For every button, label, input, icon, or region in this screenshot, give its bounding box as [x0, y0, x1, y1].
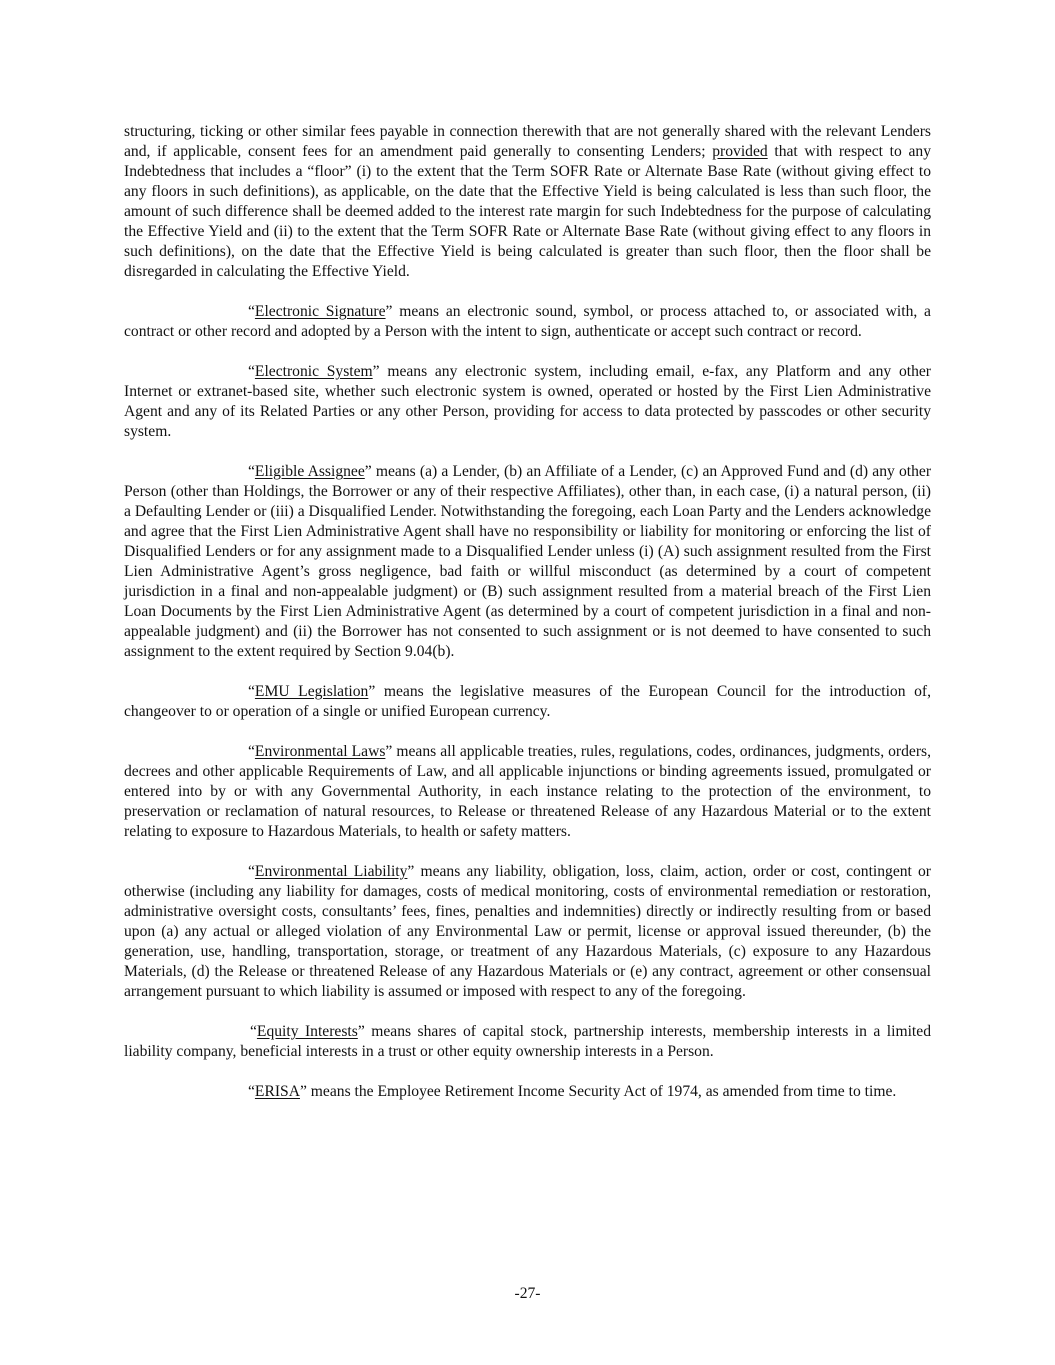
definition-environmental-liability	[124, 862, 931, 1002]
open-quote: “	[248, 463, 255, 480]
definition-text: ” means shares of capital stock, partnership interests, membership interests in a limited liability company, beneficial interests in a trust or other equity ownership interests in a Person.	[124, 1023, 931, 1060]
definition-text: ” means any electronic system, including email, e-fax, any Platform and any other Internet or extranet-based site, whether such electronic system is owned, operated or hosted by the First Lien Administrative Agent and any of its Related Parties or any other Person, providing for access to data protected by passcodes or other security system.	[124, 363, 931, 440]
page-number: -27-	[514, 1285, 541, 1302]
open-quote: “	[248, 303, 255, 320]
continuation-text-1: structuring, ticking or other similar fees payable in connection therewith that are not generally shared with the relevant Lenders and, if applicable, consent fees for an amendment paid generally to consenting Lenders;	[124, 123, 931, 160]
document-page	[124, 122, 931, 1122]
defined-term: Environmental Liability	[254, 863, 408, 880]
definition-text: ” means the legislative measures of the European Council for the introduction of, changeover to or operation of a single or unified European currency.	[124, 683, 931, 720]
open-quote: “	[250, 1023, 257, 1040]
definition-electronic-system	[124, 362, 931, 442]
defined-term: Equity Interests	[256, 1023, 358, 1040]
open-quote: “	[248, 1083, 255, 1100]
defined-term: Eligible Assignee	[254, 463, 365, 480]
definition-text: ” means an electronic sound, symbol, or process attached to, or associated with, a contract or other record and adopted by a Person with the intent to sign, authenticate or accept such contract or record.	[124, 303, 931, 340]
open-quote: “	[248, 863, 255, 880]
defined-term: Electronic Signature	[254, 303, 386, 320]
definition-environmental-laws	[124, 742, 931, 842]
definition-text: ” means all applicable treaties, rules, regulations, codes, ordinances, judgments, orders, decrees and other applicable Requirements of Law, and all applicable injunctions or binding agreements issued, promulgated or entered into by or with any Governmental Authority, in each instance relating to the protection of the environment, to preservation or reclamation of natural resources, to Release or threatened Release of any Hazardous Material or to the extent relating to exposure to Hazardous Materials, to health or safety matters.	[124, 743, 931, 840]
definition-eligible-assignee	[124, 462, 931, 662]
defined-term: EMU Legislation	[254, 683, 369, 700]
provided-term: provided	[712, 143, 768, 160]
defined-term: Electronic System	[254, 363, 373, 380]
definition-equity-interests	[124, 1022, 931, 1062]
defined-term: ERISA	[254, 1083, 300, 1100]
defined-term: Environmental Laws	[254, 743, 386, 760]
definition-emu-legislation	[124, 682, 931, 722]
definition-text: ” means any liability, obligation, loss, claim, action, order or cost, contingent or otherwise (including any liability for damages, costs of medical monitoring, costs of environmental remediation or restoration, administrative oversight costs, consultants’ fees, fines, penalties and indemnities) directly or indirectly resulting from or based upon (a) any actual or alleged violation of any Environmental Law or permit, license or approval issued thereunder, (b) the generation, use, handling, transportation, storage, or treatment of any Hazardous Materials, (c) exposure to any Hazardous Materials, (d) the Release or threatened Release of any Hazardous Materials or (e) any contract, agreement or other consensual arrangement pursuant to which liability is assumed or imposed with respect to any of the foregoing.	[124, 863, 931, 1000]
continuation-text-2: that with respect to any Indebtedness that includes a “floor” (i) to the extent that the Term SOFR Rate or Alternate Base Rate (without giving effect to any floors in such definitions), as applicable, on the date that the Effective Yield is being calculated is less than such floor, the amount of such difference shall be deemed added to the interest rate margin for such Indebtedness for the purpose of calculating the Effective Yield and (ii) to the extent that the Term SOFR Rate or Alternate Base Rate (without giving effect to any floors in such definitions), on the date that the Effective Yield is being calculated is greater than such floor, then the floor shall be disregarded in calculating the Effective Yield.	[124, 143, 931, 280]
open-quote: “	[248, 363, 255, 380]
continuation-paragraph	[124, 122, 931, 282]
open-quote: “	[248, 683, 255, 700]
open-quote: “	[248, 743, 255, 760]
definition-text: ” means (a) a Lender, (b) an Affiliate of a Lender, (c) an Approved Fund and (d) any other Person (other than Holdings, the Borrower or any of their respective Affiliates), other than, in each case, (i) a natural person, (ii) a Defaulting Lender or (iii) a Disqualified Lender. Notwithstanding the foregoing, each Loan Party and the Lenders acknowledge and agree that the First Lien Administrative Agent shall have no responsibility or liability for monitoring or enforcing the list of Disqualified Lenders or for any assignment made to a Disqualified Lender unless (i) (A) such assignment resulted from the First Lien Administrative Agent’s gross negligence, bad faith or willful misconduct (as determined by a court of competent jurisdiction in a final and non-appealable judgment) or (B) such assignment resulted from a material breach of the First Lien Loan Documents by the First Lien Administrative Agent (as determined by a court of competent jurisdiction in a final and non-appealable judgment) and (ii) the Borrower has not consented to such assignment or is not deemed to have consented to such assignment to the extent required by Section 9.04(b).	[124, 463, 932, 660]
definition-text: ” means the Employee Retirement Income Security Act of 1974, as amended from time to time.	[299, 1083, 897, 1100]
definition-erisa	[124, 1082, 931, 1102]
definition-electronic-signature	[124, 302, 931, 342]
